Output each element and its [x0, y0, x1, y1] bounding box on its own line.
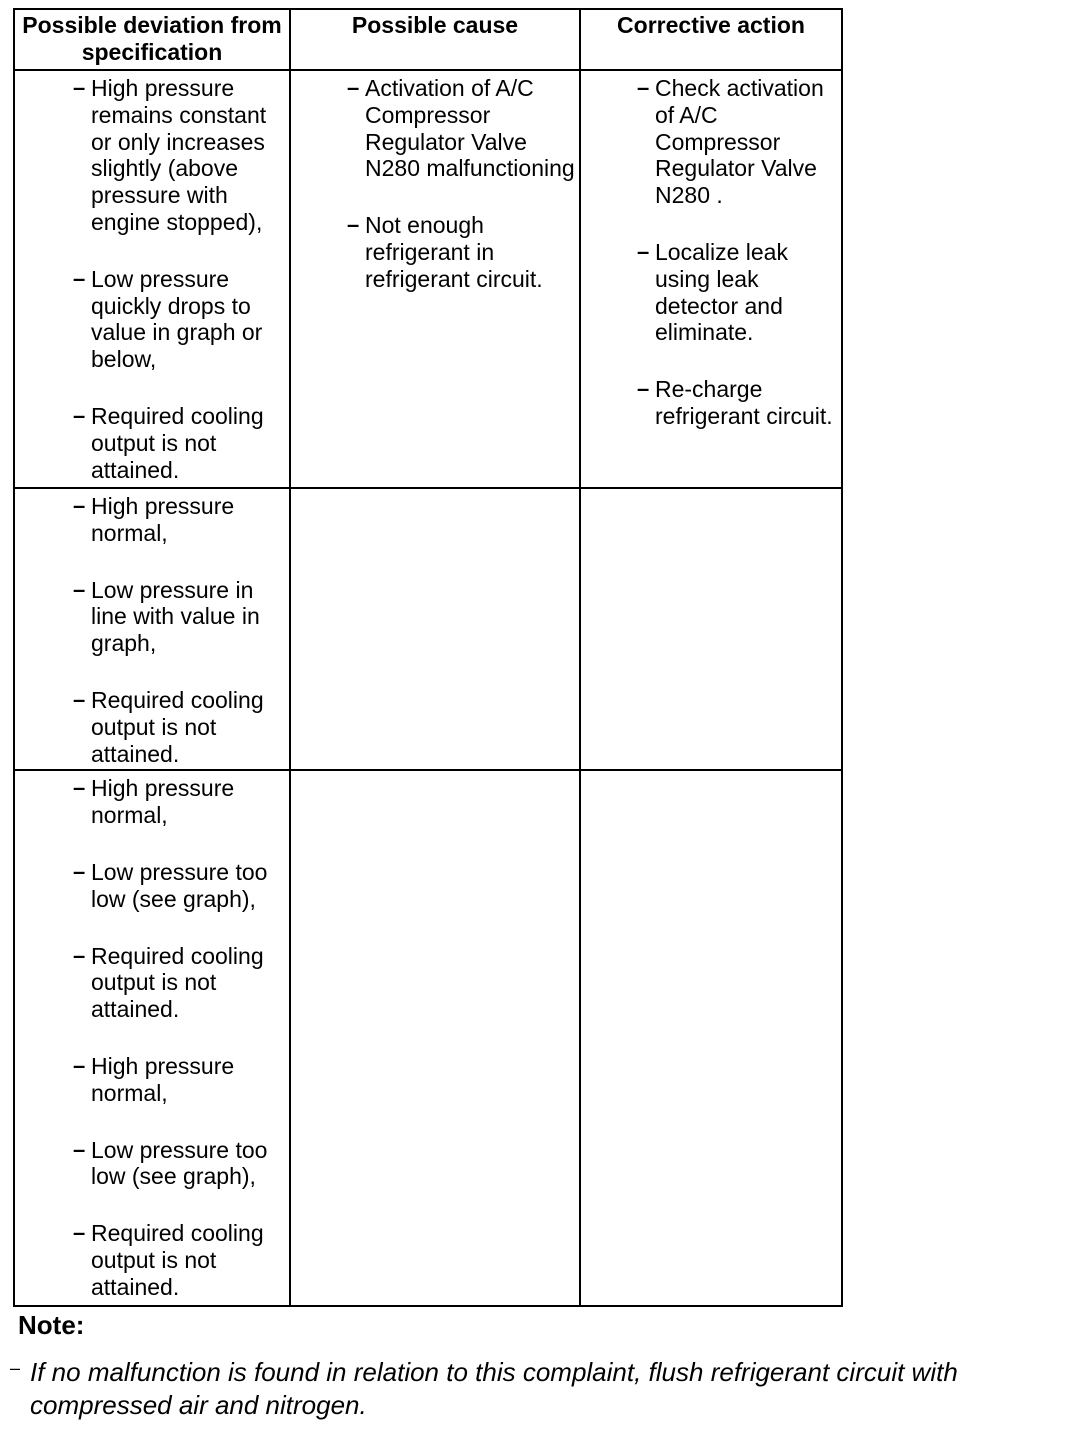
- cell-deviation: [14, 70, 290, 488]
- list-item: [73, 577, 285, 657]
- diagnosis-table: [13, 8, 843, 1307]
- dash-bullet-icon: –: [73, 858, 86, 884]
- list-item-text: Required cooling output is not attained.: [91, 402, 264, 483]
- note-text: If no malfunction is found in relation to this complaint, flush refrigerant circuit with compressed air and nitrogen.: [30, 1357, 958, 1420]
- note-bullet-icon: –: [10, 1358, 21, 1378]
- list-item: [347, 75, 575, 182]
- list-item-text: High pressure normal,: [91, 1052, 235, 1106]
- list-item: [637, 75, 837, 209]
- note-title: Note:: [18, 1310, 85, 1340]
- list-item-text: Localize leak using leak detector and eliminate.: [655, 238, 788, 346]
- list-item-text: Required cooling output is not attained.: [91, 686, 264, 767]
- list-item-text: Check activation of A/C Compressor Regulator Valve N280 .: [655, 75, 824, 209]
- cell-cause: [290, 770, 580, 1306]
- dash-bullet-icon: –: [347, 75, 360, 100]
- list-item: [73, 1220, 285, 1300]
- dash-bullet-icon: –: [73, 1220, 86, 1246]
- cell-cause: [290, 70, 580, 488]
- list-item: [73, 775, 285, 829]
- table-row: [14, 70, 842, 488]
- cell-action: [580, 488, 842, 770]
- list-item-text: Not enough refrigerant in refrigerant circuit.: [365, 212, 543, 292]
- list-item-text: High pressure remains constant or only increases slightly (above pressure with engine stopped),: [91, 75, 267, 235]
- list-item-text: Activation of A/C Compressor Regulator Valve N280 malfunctioning: [365, 75, 575, 182]
- list-item: [73, 687, 285, 767]
- list-item: [637, 239, 837, 346]
- list-item: [73, 1053, 285, 1107]
- dash-bullet-icon: –: [73, 402, 86, 428]
- list-item: [347, 212, 575, 292]
- dash-bullet-icon: –: [73, 942, 86, 968]
- list-item-text: Low pressure in line with value in graph,: [91, 576, 260, 657]
- list-item: [637, 376, 837, 430]
- dash-bullet-icon: –: [637, 376, 650, 402]
- list-item: [73, 75, 285, 236]
- list-item: [73, 859, 285, 913]
- cell-action: [580, 770, 842, 1306]
- table-row: [14, 488, 842, 770]
- cell-action: [580, 70, 842, 488]
- list-item: [73, 403, 285, 483]
- list-item: [73, 1137, 285, 1191]
- list-item: [73, 266, 285, 373]
- cell-deviation: [14, 488, 290, 770]
- list-item-text: Low pressure too low (see graph),: [91, 1136, 268, 1190]
- dash-bullet-icon: –: [73, 75, 86, 100]
- dash-bullet-icon: –: [73, 1136, 86, 1162]
- dash-bullet-icon: –: [73, 1052, 86, 1078]
- cell-cause: [290, 488, 580, 770]
- dash-bullet-icon: –: [73, 576, 86, 602]
- list-item-text: High pressure normal,: [91, 775, 235, 829]
- cell-deviation: [14, 770, 290, 1306]
- list-item-text: Required cooling output is not attained.: [91, 1220, 264, 1300]
- header-cause: Possible cause: [290, 9, 580, 70]
- dash-bullet-icon: –: [73, 686, 86, 712]
- dash-bullet-icon: –: [347, 212, 360, 238]
- list-item-text: Low pressure quickly drops to value in graph or below,: [91, 265, 263, 373]
- dash-bullet-icon: –: [73, 265, 86, 291]
- list-item: [73, 943, 285, 1023]
- dash-bullet-icon: –: [73, 775, 86, 801]
- table-row: [14, 770, 842, 1306]
- list-item: [73, 493, 285, 547]
- list-item-text: High pressure normal,: [91, 493, 235, 546]
- dash-bullet-icon: –: [637, 75, 650, 100]
- list-item-text: Re-charge refrigerant circuit.: [655, 376, 833, 429]
- table-header-row: [14, 9, 842, 70]
- header-deviation: Possible deviation from specification: [14, 9, 290, 70]
- dash-bullet-icon: –: [73, 493, 86, 518]
- dash-bullet-icon: –: [637, 238, 650, 264]
- header-action: Corrective action: [580, 9, 842, 70]
- list-item-text: Required cooling output is not attained.: [91, 942, 264, 1023]
- list-item-text: Low pressure too low (see graph),: [91, 858, 268, 912]
